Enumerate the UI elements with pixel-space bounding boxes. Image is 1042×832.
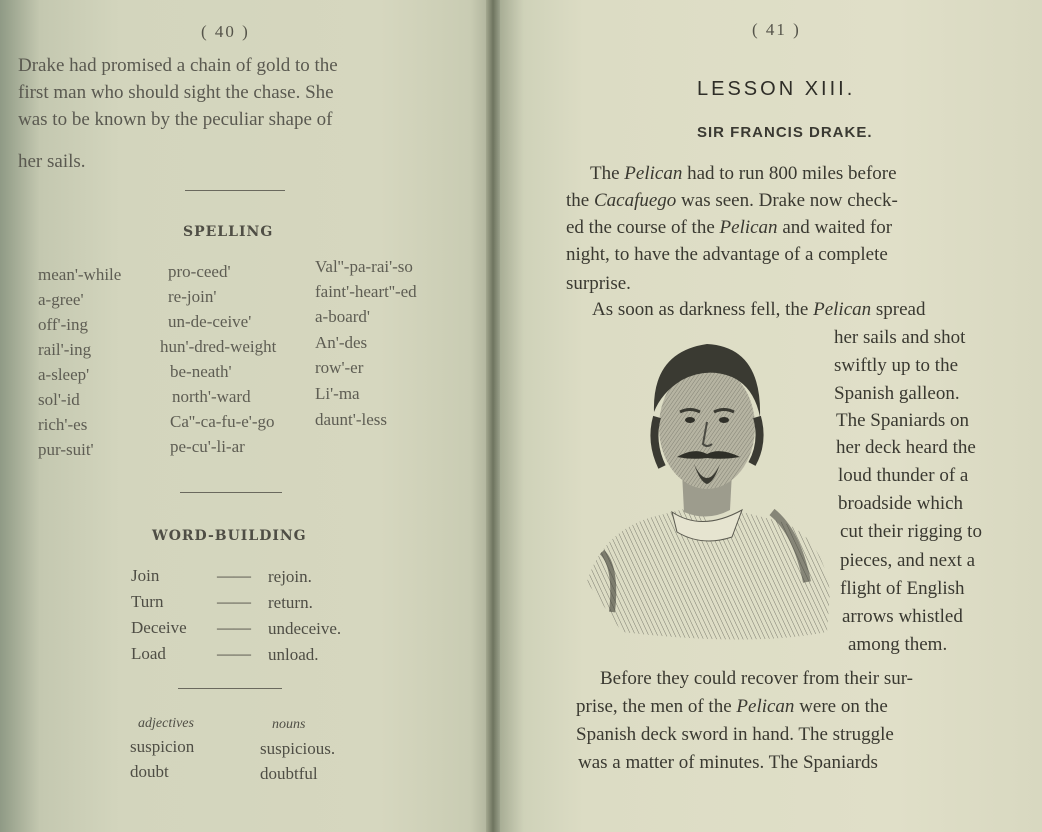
- spelling-word: Li'-ma: [315, 384, 360, 403]
- word-derived: rejoin.: [268, 567, 312, 586]
- text-line: ed the course of the Pelican and waited for: [566, 217, 893, 238]
- lesson-subtitle: SIR FRANCIS DRAKE.: [697, 124, 873, 141]
- divider: [178, 688, 282, 689]
- noun-word: suspicious.: [260, 739, 336, 758]
- wrap-line: broadside which: [838, 493, 964, 514]
- divider: [185, 190, 285, 191]
- lesson-title: LESSON XIII.: [697, 78, 856, 100]
- word-base: Join: [131, 566, 160, 585]
- wrap-line: pieces, and next a: [840, 550, 976, 571]
- wrap-line: loud thunder of a: [838, 465, 969, 486]
- spelling-word: hun'-dred-weight: [160, 337, 277, 356]
- spelling-word: north'-ward: [172, 387, 251, 406]
- word-dash: ——: [217, 618, 251, 637]
- text-line: As soon as darkness fell, the Pelican spread: [592, 299, 926, 320]
- spelling-word: Val''-pa-rai'-so: [315, 257, 413, 276]
- spelling-word: rail'-ing: [38, 340, 92, 359]
- word-derived: undeceive.: [268, 619, 342, 638]
- word-base: Deceive: [131, 618, 187, 637]
- spelling-word: rich'-es: [38, 415, 88, 434]
- adjective-word: doubt: [130, 762, 169, 781]
- spelling-word: be-neath': [170, 362, 232, 381]
- spelling-word: a-gree': [38, 290, 84, 309]
- spelling-word: row'-er: [315, 358, 364, 377]
- nouns-header: nouns: [272, 717, 306, 732]
- intro-line: first man who should sight the chase. She: [18, 82, 334, 103]
- wrap-line: swiftly up to the: [834, 355, 959, 376]
- spelling-word: pe-cu'-li-ar: [170, 437, 245, 456]
- text-line: surprise.: [566, 273, 631, 294]
- wrap-line: her deck heard the: [836, 437, 976, 458]
- spelling-word: pro-ceed': [168, 262, 231, 281]
- page-number: ( 41 ): [752, 20, 801, 39]
- spelling-word: off'-ing: [38, 315, 88, 334]
- text-line: night, to have the advantage of a complete: [566, 244, 888, 265]
- word-derived: return.: [268, 593, 313, 612]
- word-dash: ——: [217, 592, 251, 611]
- wrap-line: cut their rigging to: [840, 521, 982, 542]
- wrap-line: her sails and shot: [834, 327, 966, 348]
- wrap-line: Spanish galleon.: [834, 383, 960, 404]
- intro-line: Drake had promised a chain of gold to the: [18, 55, 338, 76]
- word-building-heading: WORD-BUILDING: [152, 528, 307, 544]
- text-line: was a matter of minutes. The Spaniards: [578, 752, 878, 773]
- text-line: the Cacafuego was seen. Drake now check-: [566, 190, 898, 211]
- wrap-line: The Spaniards on: [836, 410, 969, 431]
- intro-line: was to be known by the peculiar shape of: [18, 109, 333, 130]
- portrait-engraving-icon: [582, 332, 832, 644]
- noun-word: doubtful: [260, 764, 318, 783]
- text-line: Before they could recover from their sur-: [600, 668, 913, 689]
- spelling-word: a-board': [315, 307, 370, 326]
- wrap-line: arrows whistled: [842, 606, 963, 627]
- spelling-heading: SPELLING: [183, 224, 274, 240]
- spelling-word: daunt'-less: [315, 410, 387, 429]
- word-derived: unload.: [268, 645, 319, 664]
- intro-line: her sails.: [18, 151, 86, 172]
- text-line: The Pelican had to run 800 miles before: [590, 163, 897, 184]
- wrap-line: among them.: [848, 634, 948, 655]
- divider: [180, 492, 282, 493]
- left-page: [0, 0, 494, 832]
- word-dash: ——: [217, 566, 251, 585]
- word-base: Turn: [131, 592, 164, 611]
- spelling-word: An'-des: [315, 333, 368, 352]
- book-gutter: [486, 0, 500, 832]
- page-number: ( 40 ): [201, 22, 250, 41]
- adjective-word: suspicion: [130, 737, 195, 756]
- spelling-word: pur-suit': [38, 440, 94, 459]
- spelling-word: un-de-ceive': [168, 312, 252, 331]
- word-dash: ——: [217, 644, 251, 663]
- spelling-word: re-join': [168, 287, 217, 306]
- word-base: Load: [131, 644, 166, 663]
- spelling-word: Ca''-ca-fu-e'-go: [170, 412, 275, 431]
- text-line: prise, the men of the Pelican were on the: [576, 696, 888, 717]
- text-line: Spanish deck sword in hand. The struggle: [576, 724, 894, 745]
- wrap-line: flight of English: [840, 578, 965, 599]
- spelling-word: faint'-heart''-ed: [315, 282, 417, 301]
- adjectives-header: adjectives: [138, 716, 194, 731]
- spelling-word: a-sleep': [38, 365, 90, 384]
- spelling-word: mean'-while: [38, 265, 122, 284]
- spelling-word: sol'-id: [38, 390, 80, 409]
